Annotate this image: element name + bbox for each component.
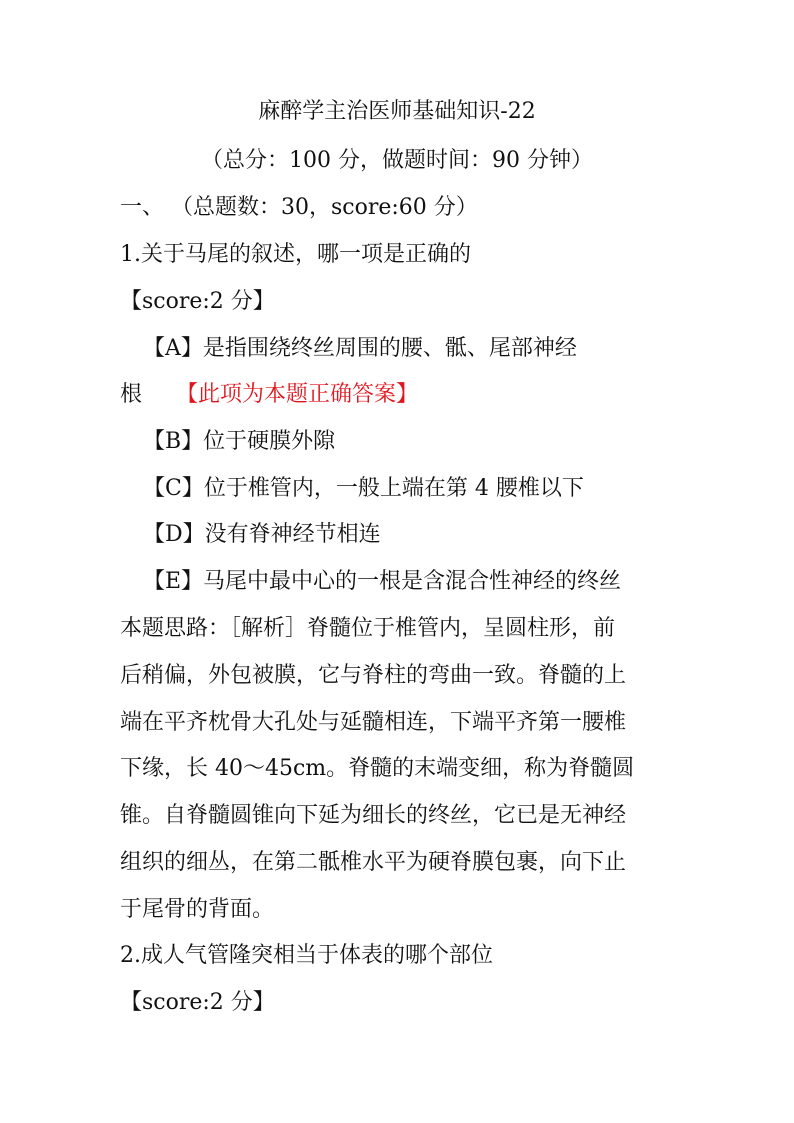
question-1-option-c: 【C】位于椎管内，一般上端在第 4 腰椎以下 (143, 476, 584, 501)
option-a-continuation-text: 根 (120, 382, 143, 407)
explanation-line: 组织的细丛，在第二骶椎水平为硬脊膜包裹，向下止 (120, 850, 627, 875)
explanation-line: 下缘，长 40～45cm。脊髓的末端变细，称为脊髓圆 (120, 756, 635, 781)
explanation-line: 后稍偏，外包被膜，它与脊柱的弯曲一致。脊髓的上 (120, 663, 627, 688)
correct-answer-mark: 【此项为本题正确答案】 (176, 382, 419, 407)
question-1-option-a-continued (120, 380, 418, 410)
question-2-stem: 2.成人气管隆突相当于体表的哪个部位 (120, 943, 493, 968)
question-1-stem: 1.关于马尾的叙述，哪一项是正确的 (120, 242, 471, 267)
explanation-line: 本题思路：［解析］脊髓位于椎管内，呈圆柱形，前 (120, 616, 616, 641)
question-1-option-d: 【D】没有脊神经节相连 (143, 522, 381, 547)
explanation-line: 于尾骨的背面。 (120, 897, 275, 922)
document-title: 麻醉学主治医师基础知识-22 (258, 99, 536, 124)
explanation-line: 端在平齐枕骨大孔处与延髓相连，下端平齐第一腰椎 (120, 710, 627, 735)
explanation-line: 锥。自脊髓圆锥向下延为细长的终丝，它已是无神经 (120, 803, 627, 828)
question-1-score: 【score:2 分】 (120, 289, 275, 314)
document-subtitle: （总分：100 分，做题时间：90 分钟） (201, 148, 593, 173)
question-1-option-e: 【E】马尾中最中心的一根是含混合性神经的终丝 (143, 569, 622, 594)
section-heading: 一、 （总题数：30，score:60 分） (120, 195, 478, 220)
question-2-score: 【score:2 分】 (120, 990, 275, 1015)
question-1-option-a: 【A】是指围绕终丝周围的腰、骶、尾部神经 (143, 336, 577, 361)
question-1-option-b: 【B】位于硬膜外隙 (143, 429, 336, 454)
